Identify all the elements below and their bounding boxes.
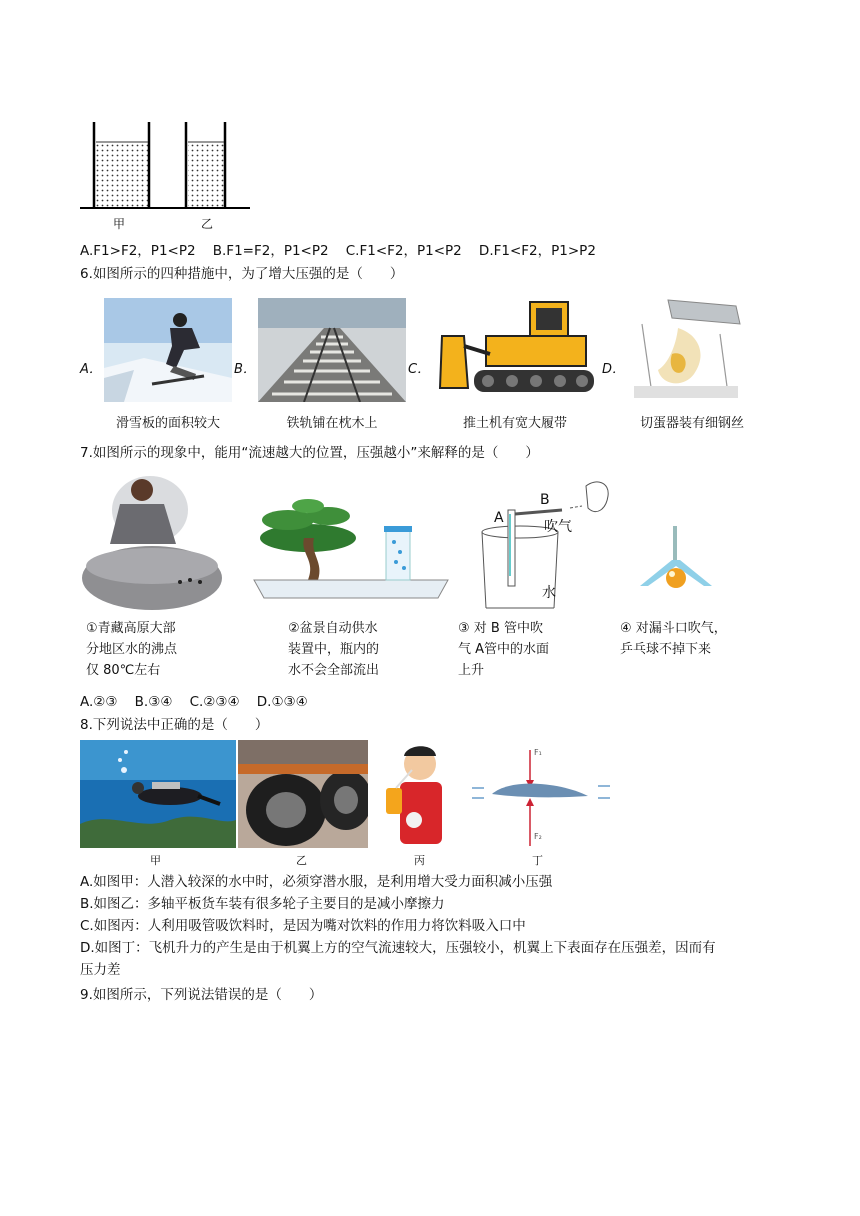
q8-label-ding: 丁 [532, 854, 543, 867]
q7-image-bonsai [248, 498, 454, 606]
q7-label-b: B [540, 492, 550, 508]
q9-stem: 9.如图所示，下列说法错误的是（ ） [80, 987, 323, 1003]
beakers-figure [80, 118, 250, 214]
q7-caption-2: ②盆景自动供水 装置中，瓶内的 水不会全部流出 [288, 621, 380, 678]
q7-options: A.②③ B.③④ C.②③④ D.①③④ [80, 694, 308, 710]
q7-diagram-funnel [636, 524, 716, 604]
q6-caption-d: 切蛋器装有细钢丝 [639, 416, 744, 431]
q6-caption-c: 推土机有宽大履带 [462, 416, 567, 431]
q8-option-a: A.如图甲：人潜入较深的水中时，必须穿潜水服，是利用增大受力面积减小压强 [80, 874, 553, 890]
q8-force-f1: F₁ [534, 748, 542, 757]
q6-stem: 6.如图所示的四种措施中，为了增大压强的是（ ） [80, 266, 404, 282]
q8-label-yi: 乙 [296, 854, 307, 867]
q7-image-pressure-cooker [80, 470, 226, 612]
q7-caption-3: ③ 对 B 管中吹 气 A管中的水面 上升 [458, 621, 550, 678]
q6-caption-b: 铁轨铺在枕木上 [286, 416, 378, 431]
q5-options: A.F1>F2，P1<P2 B.F1=F2，P1<P2 C.F1<F2，P1<P2 D.F1<F2，P1>P2 [80, 243, 596, 259]
q6-image-ski [104, 298, 232, 402]
beakers-drawing [80, 118, 250, 214]
q8-option-c: C.如图丙：人利用吸管吸饮料时，是因为嘴对饮料的作用力将饮料吸入口中 [80, 918, 526, 934]
q6-letter-c: C． [408, 362, 431, 377]
q7-label-water: 水 [542, 585, 556, 601]
q6-letter-a: A． [80, 362, 102, 377]
q7-label-blow: 吹气 [544, 519, 572, 535]
q6-caption-a: 滑雪板的面积较大 [115, 416, 220, 431]
q8-image-truck [238, 740, 368, 848]
q8-option-d-cont: 压力差 [80, 962, 121, 978]
q8-image-boy-straw [382, 740, 456, 848]
q8-image-diver [80, 740, 236, 848]
beaker-right-label: 乙 [201, 217, 214, 231]
q6-letter-d: D． [602, 362, 626, 377]
beaker-left-label: 甲 [113, 217, 126, 231]
q8-label-bing: 丙 [414, 854, 425, 867]
q6-image-egg-slicer [628, 294, 746, 402]
q8-stem: 8.下列说法中正确的是（ ） [80, 717, 269, 733]
q8-option-b: B.如图乙：多轴平板货车装有很多轮子主要目的是减小摩擦力 [80, 896, 445, 912]
q7-stem: 7.如图所示的现象中，能用“流速越大的位置，压强越小”来解释的是（ ） [80, 445, 539, 461]
q6-image-rails [258, 298, 406, 402]
q8-diagram-wing [470, 748, 620, 848]
q8-option-d: D.如图丁：飞机升力的产生是由于机翼上方的空气流速较大，压强较小，机翼上下表面存在压强差，因而有 [80, 940, 716, 956]
q7-caption-4: ④ 对漏斗口吹气， 乒乓球不掉下来 [620, 621, 727, 657]
q7-caption-1: ①青藏高原大部 分地区水的沸点 仅 80℃左右 [86, 621, 178, 678]
q7-label-a: A [494, 510, 504, 526]
q6-letter-b: B． [234, 362, 256, 377]
q6-image-bulldozer [434, 296, 598, 402]
q8-force-f2: F₂ [534, 832, 542, 841]
q8-label-jia: 甲 [150, 854, 161, 867]
